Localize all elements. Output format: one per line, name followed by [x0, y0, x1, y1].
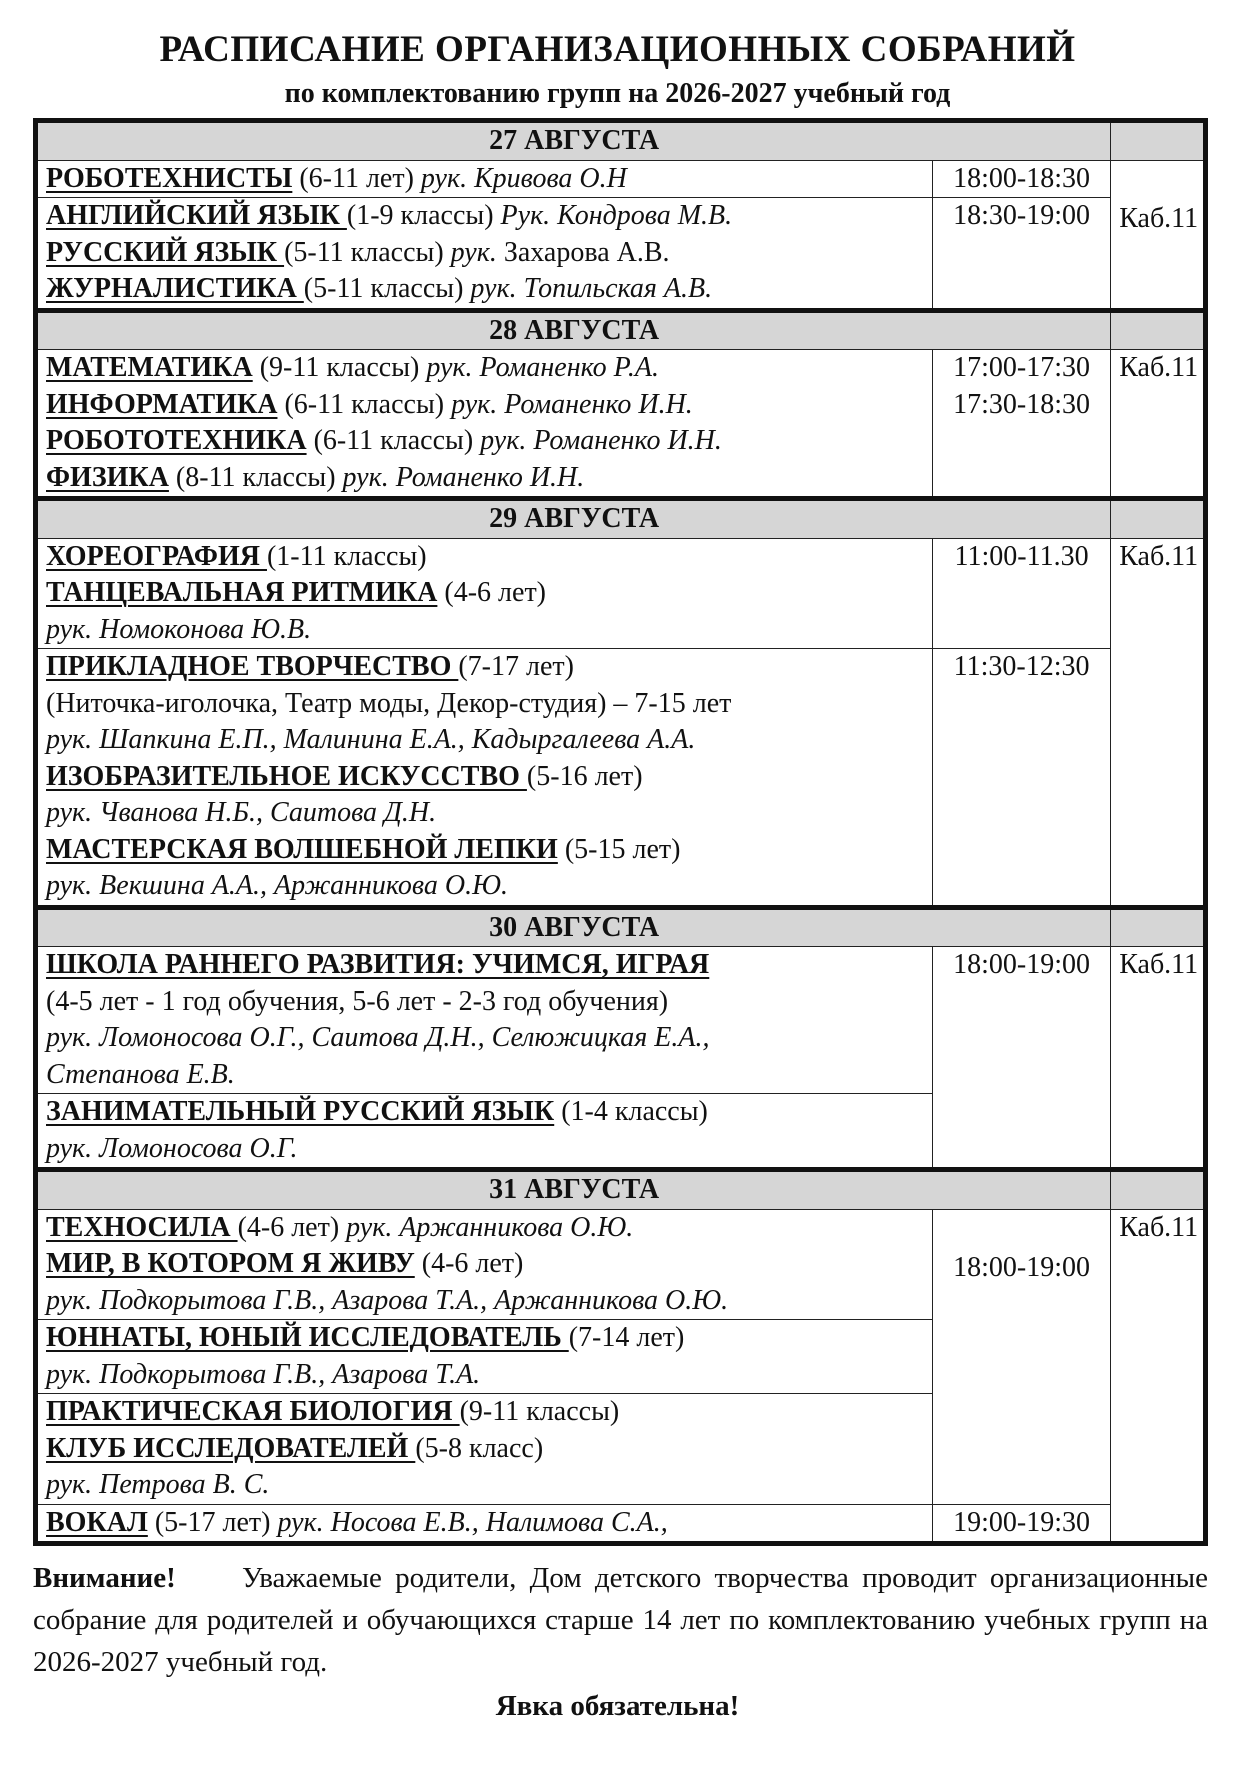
activity-detail: (4-6 лет) [414, 1248, 524, 1279]
activity-line [46, 460, 924, 497]
activity-detail: (1-11 классы) [266, 540, 427, 572]
activity-name: ИЗОБРАЗИТЕЛЬНОЕ ИСКУССТВО [46, 760, 527, 792]
activity-cell [36, 1320, 933, 1394]
activity-cell [36, 538, 933, 649]
teacher-name: рук. Номоконова Ю.В. [46, 613, 312, 645]
teacher-name: рук. Аржанникова О.Ю. [346, 1211, 634, 1243]
activity-row [36, 198, 1206, 311]
time-range: 11:00-11.30 [954, 540, 1089, 572]
activity-detail: (7-17 лет) [458, 651, 574, 682]
teacher-name: Рук. Кондрова М.В. [500, 200, 733, 231]
date-row [36, 1170, 1206, 1210]
activity-cell [36, 160, 933, 198]
time-cell [932, 649, 1110, 908]
date-header-pad [1111, 310, 1206, 350]
room-number: Каб.11 [1119, 202, 1199, 234]
activity-line [46, 722, 924, 759]
time-cell [932, 1209, 1110, 1504]
time-range: 18:30-19:00 [953, 200, 1091, 231]
activity-detail: Захарова А.В. [496, 236, 670, 268]
time-cell [932, 160, 1110, 198]
teacher-name: рук. [450, 236, 497, 268]
activity-name: ТАНЦЕВАЛЬНАЯ РИТМИКА [46, 577, 438, 608]
teacher-name: рук. Романенко Р.А. [426, 352, 660, 383]
activity-name: ПРИКЛАДНОЕ ТВОРЧЕСТВО [46, 651, 459, 682]
time-range: 17:00-17:30 17:30-18:30 [953, 352, 1091, 420]
schedule-table [33, 118, 1208, 1546]
activity-cell [36, 1094, 933, 1170]
activity-line [46, 1283, 924, 1320]
time-cell [932, 198, 1110, 311]
activity-name: МАСТЕРСКАЯ ВОЛШЕБНОЙ ЛЕПКИ [46, 833, 558, 865]
notice-label: Внимание! [33, 1562, 176, 1594]
time-range: 18:00-19:00 [953, 1251, 1091, 1283]
notice-text: Уважаемые родители, Дом детского творчества проводит организационные собрание для родителей и обучающихся старше 14 лет по комплектованию учебных групп на 2026-2027 учебный год. [33, 1562, 1208, 1678]
activity-detail: (8-11 классы) [168, 461, 343, 493]
activity-name: ЗАНИМАТЕЛЬНЫЙ РУССКИЙ ЯЗЫК [46, 1096, 555, 1127]
teacher-name: рук. Носова Е.В., Налимова С.А., [277, 1506, 668, 1538]
activity-name: ВОКАЛ [46, 1506, 148, 1538]
notice-paragraph [33, 1557, 1208, 1683]
room-number: Каб.11 [1119, 540, 1199, 572]
room-number: Каб.11 [1119, 949, 1199, 980]
activity-detail: (9-11 классы) [252, 352, 427, 383]
activity-detail: (4-6 лет) [237, 1211, 347, 1243]
date-header: 30 АВГУСТА [36, 907, 1111, 947]
activity-detail: (4-5 лет - 1 год обучения, 5-6 лет - 2-3 год обучения) [46, 985, 669, 1017]
date-header: 29 АВГУСТА [36, 499, 1111, 539]
activity-detail: (5-8 класс) [415, 1432, 544, 1464]
date-row [36, 121, 1206, 161]
activity-detail: (5-11 классы) [284, 236, 451, 268]
activity-line [46, 1394, 924, 1431]
activity-detail: (1-9 классы) [346, 200, 501, 231]
activity-line [46, 1210, 924, 1247]
activity-line [46, 612, 924, 649]
room-number: Каб.11 [1119, 1211, 1199, 1243]
activity-line [46, 1094, 924, 1131]
date-row [36, 907, 1206, 947]
activity-detail: (5-16 лет) [526, 760, 643, 792]
teacher-name: рук. Романенко И.Н. [342, 461, 585, 493]
room-cell [1111, 160, 1206, 310]
activity-detail: (6-11 классы) [277, 388, 452, 420]
time-range: 18:00-18:30 [953, 162, 1091, 194]
activity-name: РОБОТЕХНИСТЫ [46, 162, 293, 194]
teacher-name: рук. Подкорытова Г.В., Азарова Т.А., Аржанникова О.Ю. [46, 1284, 729, 1316]
teacher-name: рук. Чванова Н.Б., Саитова Д.Н. [46, 797, 437, 828]
teacher-name: рук. Петрова В. С. [46, 1469, 270, 1500]
activity-line [46, 235, 924, 272]
teacher-name: рук. Ломоносова О.Г., Саитова Д.Н., Селюжицкая Е.А., [46, 1022, 710, 1053]
activity-name: КЛУБ ИССЛЕДОВАТЕЛЕЙ [46, 1432, 416, 1464]
activity-name: ФИЗИКА [46, 461, 169, 493]
date-header-pad [1111, 121, 1206, 161]
teacher-name: рук. Кривова О.Н [420, 162, 627, 194]
activity-line [46, 575, 924, 612]
activity-name: ХОРЕОГРАФИЯ [46, 540, 267, 572]
time-range: 11:30-12:30 [953, 651, 1090, 682]
activity-name: РОБОТОТЕХНИКА [46, 425, 307, 456]
date-header-pad [1111, 1170, 1206, 1210]
date-header-pad [1111, 499, 1206, 539]
activity-name: ИНФОРМАТИКА [46, 388, 278, 420]
teacher-name: рук. Ломоносова О.Г. [46, 1132, 298, 1164]
activity-detail: (9-11 классы) [459, 1396, 620, 1427]
activity-name: ЖУРНАЛИСТИКА [46, 273, 304, 304]
activity-cell [36, 947, 933, 1094]
activity-cell [36, 350, 933, 499]
room-number: Каб.11 [1119, 352, 1199, 383]
activity-detail: (Ниточка-иголочка, Театр моды, Декор-студия) – 7-15 лет [46, 687, 732, 719]
activity-cell [36, 1209, 933, 1320]
page-title: РАСПИСАНИЕ ОРГАНИЗАЦИОННЫХ СОБРАНИЙ [159, 29, 1076, 70]
activity-row [36, 538, 1206, 649]
time-cell [932, 538, 1110, 649]
time-range: 19:00-19:30 [953, 1506, 1091, 1538]
activity-row [36, 160, 1206, 198]
date-header: 27 АВГУСТА [36, 121, 1111, 161]
activity-line [46, 1020, 924, 1057]
activity-line [46, 1057, 924, 1094]
time-cell [932, 350, 1110, 499]
activity-name: МИР, В КОТОРОМ Я ЖИВУ [46, 1248, 415, 1279]
activity-detail: (6-11 лет) [292, 162, 421, 194]
teacher-name: рук. Векшина А.А., Аржанникова О.Ю. [46, 870, 508, 901]
date-header: 28 АВГУСТА [36, 310, 1111, 350]
activity-line [46, 686, 924, 723]
activity-name: РУССКИЙ ЯЗЫК [46, 236, 285, 268]
activity-detail: (5-11 классы) [303, 273, 471, 304]
activity-cell [36, 649, 933, 908]
activity-detail: (1-4 классы) [554, 1096, 708, 1127]
activity-name: АНГЛИЙСКИЙ ЯЗЫК [46, 200, 347, 231]
activity-line [46, 350, 924, 387]
room-cell [1111, 350, 1206, 499]
activity-detail: (4-6 лет) [437, 577, 546, 608]
time-cell [932, 1504, 1110, 1544]
activity-line [46, 1131, 924, 1168]
activity-detail: (5-17 лет) [147, 1506, 278, 1538]
room-cell [1111, 1209, 1206, 1544]
activity-row [36, 1504, 1206, 1544]
activity-line [46, 539, 924, 576]
activity-name: ПРАКТИЧЕСКАЯ БИОЛОГИЯ [46, 1396, 460, 1427]
activity-name: ТЕХНОСИЛА [46, 1211, 238, 1243]
time-cell [932, 947, 1110, 1170]
activity-cell [36, 1394, 933, 1505]
activity-cell [36, 198, 933, 311]
activity-cell [36, 1504, 933, 1544]
activity-line [46, 387, 924, 424]
activity-line [46, 1246, 924, 1283]
activity-line [46, 198, 924, 235]
date-row [36, 499, 1206, 539]
date-header-pad [1111, 907, 1206, 947]
activity-row [36, 947, 1206, 1094]
activity-detail: (6-11 классы) [306, 425, 481, 456]
teacher-name: Степанова Е.В. [46, 1058, 235, 1090]
activity-line [46, 1505, 924, 1542]
activity-detail: (5-15 лет) [557, 833, 681, 865]
date-row [36, 310, 1206, 350]
activity-row [36, 1209, 1206, 1320]
room-cell [1111, 538, 1206, 907]
attendance-required-note: Явка обязательна! [495, 1690, 740, 1722]
date-header: 31 АВГУСТА [36, 1170, 1111, 1210]
activity-line [46, 868, 924, 905]
activity-name: МАТЕМАТИКА [46, 352, 253, 383]
activity-line [46, 1357, 924, 1394]
activity-line [46, 795, 924, 832]
room-cell [1111, 947, 1206, 1170]
teacher-name: рук. Подкорытова Г.В., Азарова Т.А. [46, 1358, 481, 1390]
activity-line [46, 271, 924, 308]
activity-line [46, 984, 924, 1021]
teacher-name: рук. Романенко И.Н. [480, 425, 722, 456]
activity-line [46, 1431, 924, 1468]
activity-line [46, 832, 924, 869]
teacher-name: рук. Топильская А.В. [470, 273, 713, 304]
activity-name: ЮННАТЫ, ЮНЫЙ ИССЛЕДОВАТЕЛЬ [46, 1322, 569, 1353]
teacher-name: рук. Шапкина Е.П., Малинина Е.А., Кадыргалеева А.А. [46, 724, 696, 755]
activity-line [46, 161, 924, 198]
activity-line [46, 947, 924, 984]
activity-row [36, 350, 1206, 499]
activity-detail: (7-14 лет) [568, 1322, 685, 1353]
activity-line [46, 423, 924, 460]
activity-row [36, 649, 1206, 908]
activity-line [46, 1467, 924, 1504]
activity-line [46, 649, 924, 686]
teacher-name: рук. Романенко И.Н. [451, 388, 693, 420]
activity-line [46, 1320, 924, 1357]
activity-name: ШКОЛА РАННЕГО РАЗВИТИЯ: УЧИМСЯ, ИГРАЯ [46, 949, 710, 980]
time-range: 18:00-19:00 [953, 949, 1091, 980]
page-subtitle: по комплектованию групп на 2026-2027 учебный год [284, 78, 951, 109]
activity-line [46, 759, 924, 796]
